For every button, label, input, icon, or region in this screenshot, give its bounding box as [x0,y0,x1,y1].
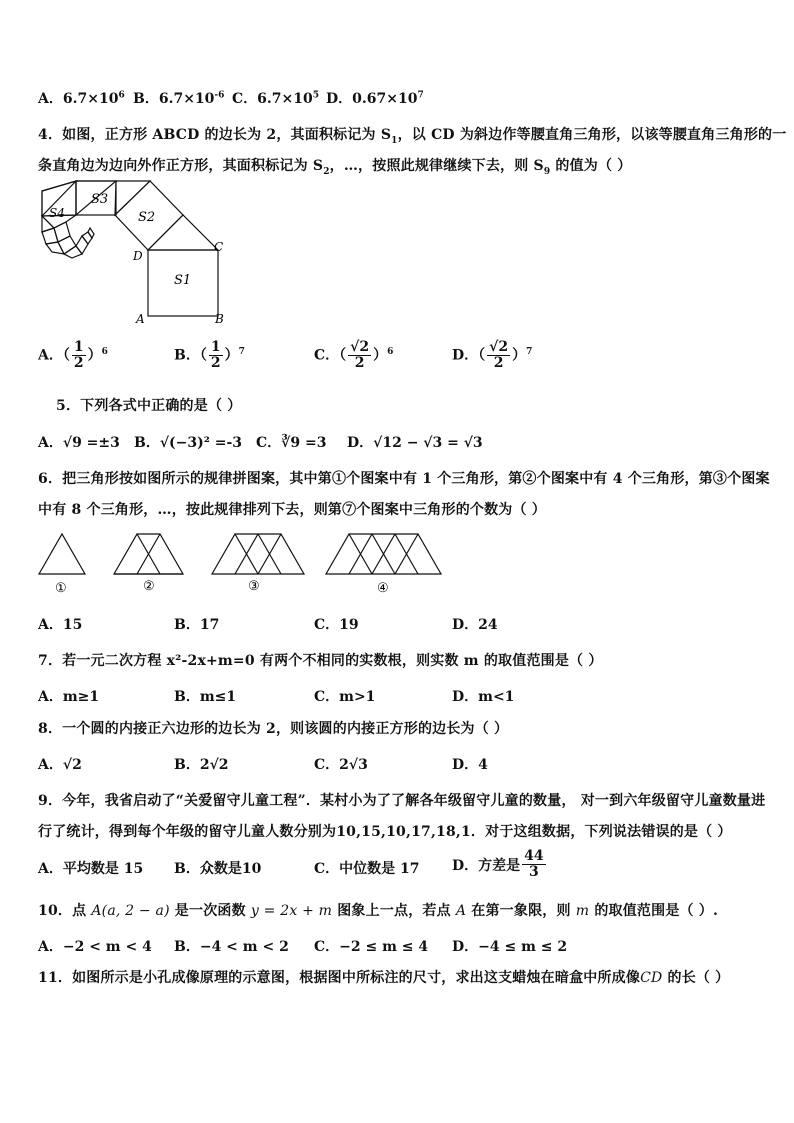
q10-stem: 10．点 A(a, 2 − a) 是一次函数 y = 2x + m 图象上一点，若点 A 在第一象限，则 m 的取值范围是（ ）. [38,903,719,919]
pattern-4-label: ④ [377,581,389,596]
q4-stem-line2: 条直角边为边向外作正方形，其面积标记为 $S_2$，…，按照此规律继续下去，则 $S_9$ 的值为（ ） [38,158,632,177]
q9-option-a: A．平均数是 15 [38,861,144,877]
label-s3: S3 [91,192,109,207]
q7-option-c: C．m>1 [314,689,376,705]
q9-option-b: B．众数是10 [174,861,262,877]
pattern-3-label: ③ [248,579,260,594]
q3-option-d: D．$0.67\times 10^7$ [326,90,424,107]
q3-option-c: C．$6.7\times 10^5$ [232,90,319,107]
q4-option-b: B．（ $\frac{1}{2}$ ）$^7$ [174,339,245,371]
q8-option-b: B．2√2 [174,757,229,773]
q10-option-d: D．−4 ≤ m ≤ 2 [452,939,568,955]
q5-option-d: D．√12 − √3 = √3 [347,435,483,451]
q9-option-d: D．方差是 $\frac{44}{3}$ [452,848,544,880]
q4-figure [34,180,234,326]
q3-option-b: B．$6.7\times 10^{-6}$ [133,90,225,107]
q6-option-a: A．15 [38,617,83,633]
q6-stem-line2: 中有 8 个三角形，…，按此规律排列下去，则第⑦个图案中三角形的个数为（ ） [38,502,546,518]
q9-stem-line1: 9．今年，我省启动了“关爱留守儿童工程”．某村小为了了解各年级留守儿童的数量， 对一到六年级留守儿童数量进 [38,793,766,809]
q10-option-b: B．−4 < m < 2 [174,939,289,955]
q4-option-c: C．（ $\frac{√2}{2}$ ）$^6$ [314,339,394,371]
q5-stem: 5．下列各式中正确的是（ ） [56,398,242,414]
label-s1: S1 [174,273,192,288]
label-b: B [215,312,224,326]
q6-option-c: C．19 [314,617,359,633]
q7-option-a: A．m≥1 [38,689,100,705]
label-d: D [133,249,143,263]
q8-option-d: D．4 [452,757,488,773]
q8-option-c: C．2√3 [314,757,368,773]
q8-stem: 8．一个圆的内接正六边形的边长为 2，则该圆的内接正方形的边长为（ ） [38,721,509,737]
q4-option-a: A．（ $\frac{1}{2}$ ）$^6$ [38,339,108,371]
label-a: A [136,312,145,326]
pattern-1-label: ① [55,581,67,596]
q10-option-a: A．−2 < m < 4 [38,939,152,955]
q6-option-d: D．24 [452,617,498,633]
q6-figure [36,526,446,598]
q5-option-b: B．√(−3)² =-3 [134,435,243,451]
q4-stem-line1: 4．如图，正方形 ABCD 的边长为 2，其面积标记为 $S_1$，以 CD 为斜边作等腰直角三角形，以该等腰直角三角形的一 [38,127,787,146]
q3-option-a: A．$6.7\times 10^6$ [38,90,125,107]
q8-option-a: A．√2 [38,757,82,773]
q7-stem: 7．若一元二次方程 x²-2x+m=0 有两个不相同的实数根，则实数 m 的取值范围是（ ） [38,653,603,669]
pattern-2-label: ② [143,579,155,594]
label-s4: S4 [49,206,65,220]
q11-stem: 11．如图所示是小孔成像原理的示意图，根据图中所标注的尺寸，求出这支蜡烛在暗盒中所成像CD 的长（ ） [38,970,730,986]
q10-option-c: C．−2 ≤ m ≤ 4 [314,939,429,955]
q4-option-d: D．（ $\frac{√2}{2}$ ）$^7$ [452,339,533,371]
q7-option-d: D．m<1 [452,689,515,705]
label-c: C [214,240,224,254]
q6-stem-line1: 6．把三角形按如图所示的规律拼图案，其中第①个图案中有 1 个三角形，第②个图案中有 4 个三角形，第③个图案 [38,471,770,487]
q7-option-b: B．m≤1 [174,689,237,705]
label-s2: S2 [138,210,156,225]
q5-option-c: C．∛9 =3 [256,435,327,451]
q5-option-a: A．√9 =±3 [38,435,120,451]
q6-option-b: B．17 [174,617,220,633]
q9-stem-line2: 行了统计，得到每个年级的留守儿童人数分别为10,15,10,17,18,1．对于这组数据，下列说法错误的是（ ） [38,824,732,840]
q9-option-c: C．中位数是 17 [314,861,420,877]
